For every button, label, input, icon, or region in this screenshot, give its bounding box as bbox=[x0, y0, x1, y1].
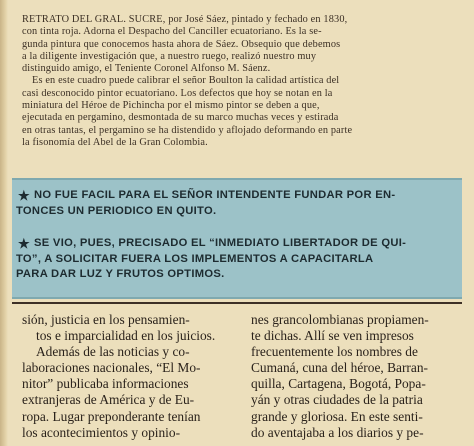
body-column-right bbox=[251, 312, 465, 441]
body-line: nes grancolombianas propiamen- bbox=[251, 312, 429, 327]
body-line: laboraciones nacionales, “El Mo- bbox=[22, 360, 201, 376]
highlight-bullet bbox=[12, 236, 462, 283]
body-line: tos e imparcialidad en los juicios. bbox=[36, 328, 216, 344]
body-line: nitor” publicaba informaciones bbox=[22, 376, 189, 392]
highlight-line: NO FUE FACIL PARA EL SEÑOR INTENDENTE FUNDAR POR EN- bbox=[34, 189, 396, 201]
body-line: Además de las noticias y co- bbox=[36, 344, 190, 360]
body-line: Cumaná, cuna del héroe, Barran- bbox=[251, 360, 428, 376]
body-line: yán y otras ciudades de la patria bbox=[251, 392, 423, 408]
caption-line: gunda pintura que conocemos hasta ahora de Sáez. Obsequio que debemos bbox=[22, 38, 341, 50]
page-edge-shadow bbox=[0, 0, 8, 446]
star-icon: ★ bbox=[18, 188, 30, 203]
body-line: do aventajaba a los diarios y pe- bbox=[251, 424, 424, 440]
highlight-line: TONCES UN PERIODICO EN QUITO. bbox=[16, 204, 217, 217]
highlight-line: PARA DAR LUZ Y FRUTOS OPTIMOS. bbox=[16, 268, 225, 280]
divider-rule bbox=[12, 302, 462, 304]
caption-line: casi desconocido pintor ecuatoriano. Los defectos que hoy se notan en la bbox=[22, 87, 333, 99]
body-line: ropa. Lugar preponderante tenían bbox=[22, 408, 201, 424]
caption-line: la fisonomía del Abel de la Gran Colombia. bbox=[22, 136, 208, 148]
body-line: los acontecimientos y opinio- bbox=[22, 424, 181, 440]
caption-line: ejecutada en pergamino, desmontada de su marco muchas veces y estirada bbox=[22, 112, 339, 124]
caption-line: RETRATO DEL GRAL. SUCRE, por José Sáez, pintado y fechado en 1830, bbox=[22, 14, 348, 25]
caption-line: en otras tantas, el pergamino se ha distendido y aflojado deformando en parte bbox=[22, 124, 353, 136]
highlight-line: SE VIO, PUES, PRECISADO EL “INMEDIATO LIBERTADOR DE QUI- bbox=[34, 237, 407, 249]
portrait-caption bbox=[22, 14, 462, 149]
body-line: te dichas. Allí se ven impresos bbox=[251, 328, 414, 344]
caption-line: miniatura del Héroe de Pichincha por el mismo pintor se deben a que, bbox=[22, 100, 320, 112]
caption-line: con tinta roja. Adorna el Despacho del Canciller ecuatoriano. Es la se- bbox=[22, 26, 322, 38]
highlight-box bbox=[12, 178, 462, 299]
body-column-left bbox=[22, 312, 234, 441]
highlight-line: TO”, A SOLICITAR FUERA LOS IMPLEMENTOS A CAPACITARLA bbox=[16, 252, 374, 265]
caption-line: distinguido amigo, el Teniente Coronel Alfonso M. Sáenz. bbox=[22, 63, 271, 75]
body-line: sión, justicia en los pensamien- bbox=[22, 312, 190, 327]
body-line: extranjeras de América y de Eu- bbox=[22, 392, 195, 408]
body-line: frecuentemente los nombres de bbox=[251, 344, 418, 360]
caption-line: a la diligente investigación que, a nuestro ruego, realizó nuestro muy bbox=[22, 50, 317, 62]
star-icon: ★ bbox=[18, 236, 30, 251]
body-line: grande y gloriosa. En este senti- bbox=[251, 408, 423, 424]
body-line: quilla, Cartagena, Bogotá, Popa- bbox=[251, 376, 426, 392]
highlight-bullet bbox=[12, 188, 462, 219]
caption-line: Es en este cuadro puede calibrar el señor Boulton la calidad artística del bbox=[32, 75, 340, 87]
